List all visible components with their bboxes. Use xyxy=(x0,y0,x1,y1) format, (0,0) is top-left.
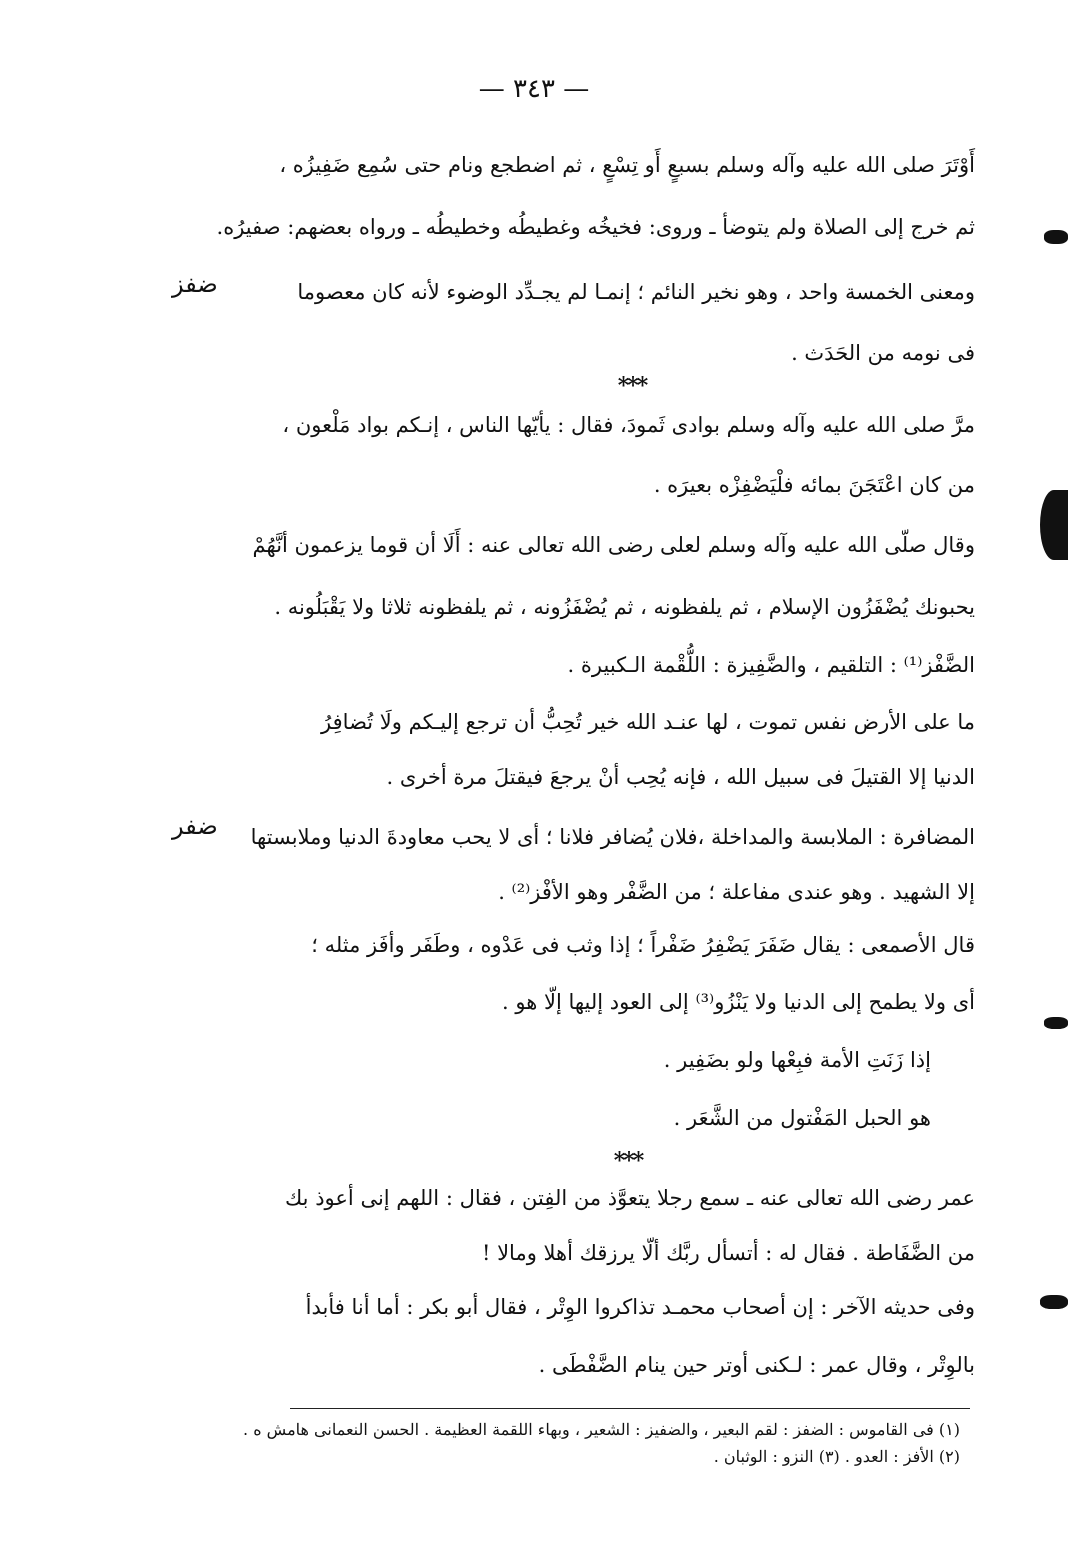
scan-mark xyxy=(1040,1295,1068,1309)
margin-headword: ضفر xyxy=(172,812,218,840)
text-line: المضافرة : الملابسة والمداخلة ،فلان يُضافر فلانا ؛ أى لا يحب معاودةَ الدنيا وملابستها xyxy=(250,825,975,849)
text-line: وقال صلّى الله عليه وآله وسلم لعلى رضى الله تعالى عنه : أَلَا أن قوما يزعمون أنَّهُمْ xyxy=(252,533,975,557)
section-separator: *** xyxy=(617,373,647,399)
text-line: عمر رضى الله تعالى عنه ـ سمع رجلا يتعوَّذ من الفِتن ، فقال : اللهم إنى أعوذ بك xyxy=(284,1186,975,1210)
footnote-divider xyxy=(290,1408,970,1409)
text-line: الدنيا إلا القتيلَ فى سبيل الله ، فإنه يُحِب أنْ يرجعَ فيقتلَ مرة أخرى . xyxy=(386,765,975,789)
page-number: — ٣٤٣ — xyxy=(478,74,590,104)
text-line: ومعنى الخمسة واحد ، وهو نخير النائم ؛ إنمـا لم يجـدِّد الوضوء لأنه كان معصوما xyxy=(297,280,975,304)
text-line: الضَّفْز⁽¹⁾ : التلقيم ، والضَّفِيزة : اللُّقْمة الـكبيرة . xyxy=(567,653,975,677)
text-line: قال الأصمعى : يقال ضَفَرَ يَضْفِرُ ضَفْراً ؛ إذا وثب فى عَدْوه ، وطَفَر وأفَز مثله ؛ xyxy=(311,933,975,957)
text-line: إلا الشهيد . وهو عندى مفاعلة ؛ من الضَّفْر وهو الأفْز⁽²⁾ . xyxy=(498,880,975,904)
text-line: مرَّ صلى الله عليه وآله وسلم بوادى ثَمودَ، فقال : يأيّها الناس ، إنـكم بواد مَلْعون ، xyxy=(282,413,975,437)
text-line: من كان اعْتَجَنَ بمائه فلْيَضْفِزْه بعيرَه . xyxy=(653,473,975,497)
footnote: (١) فى القاموس : الضفز : لقم البعير ، والضفيز : الشعير ، وبهاء اللقمة العظيمة . الحسن النعمانى هامش ه . xyxy=(243,1420,960,1439)
text-line: وفى حديثه الآخر : إن أصحاب محمـد تذاكروا الوِتْر ، فقال أبو بكر : أما أنا فأبدأ xyxy=(305,1295,975,1319)
scan-mark xyxy=(1044,230,1068,244)
text-line: هو الحبل المَفْتول من الشَّعَر . xyxy=(673,1106,931,1130)
text-line: يحبونك يُضْفَزُون الإسلام ، ثم يلفظونه ، ثم يُضْفَزُونه ، ثم يلفظونه ثلاثا ولا يَقْبَلُونه . xyxy=(274,595,975,619)
text-line: إذا زَنَتِ الأمة فبِعْها ولو بضَفِير . xyxy=(663,1048,931,1072)
scan-mark xyxy=(1040,490,1068,560)
text-line: فى نومه من الحَدَث . xyxy=(791,341,975,365)
margin-headword: ضفز xyxy=(172,270,218,298)
text-line: بالوِتْر ، وقال عمر : لـكنى أوتر حين ينام الضَّفْطَى . xyxy=(538,1353,975,1377)
footnote: (٢) الأفز : العدو . (٣) النزو : الوثبان . xyxy=(713,1447,960,1466)
text-line: أَوْتَرَ صلى الله عليه وآله وسلم بسبعٍ أَو تِسْعٍ ، ثم اضطجع ونام حتى سُمِع ضَفِيزُه ، xyxy=(279,153,975,177)
text-line: أى ولا يطمح إلى الدنيا ولا يَنْزُو⁽³⁾ إلى العود إليها إلّا هو . xyxy=(502,990,975,1014)
scan-mark xyxy=(1044,1017,1068,1029)
section-separator: *** xyxy=(613,1148,643,1174)
text-line: من الضَّفَاطة . فقال له : أتسأل ربَّك ألّا يرزقك أهلا ومالا ! xyxy=(481,1241,975,1265)
text-line: ما على الأرض نفس تموت ، لها عنـد الله خير تُحِبُّ أن ترجع إليـكم ولَا تُضافِرُ xyxy=(321,710,975,734)
text-line: ثم خرج إلى الصلاة ولم يتوضأ ـ وروى: فخيخُه وغطيطُه وخطيطُه ـ ورواه بعضهم: صفيرُه. xyxy=(216,215,975,239)
